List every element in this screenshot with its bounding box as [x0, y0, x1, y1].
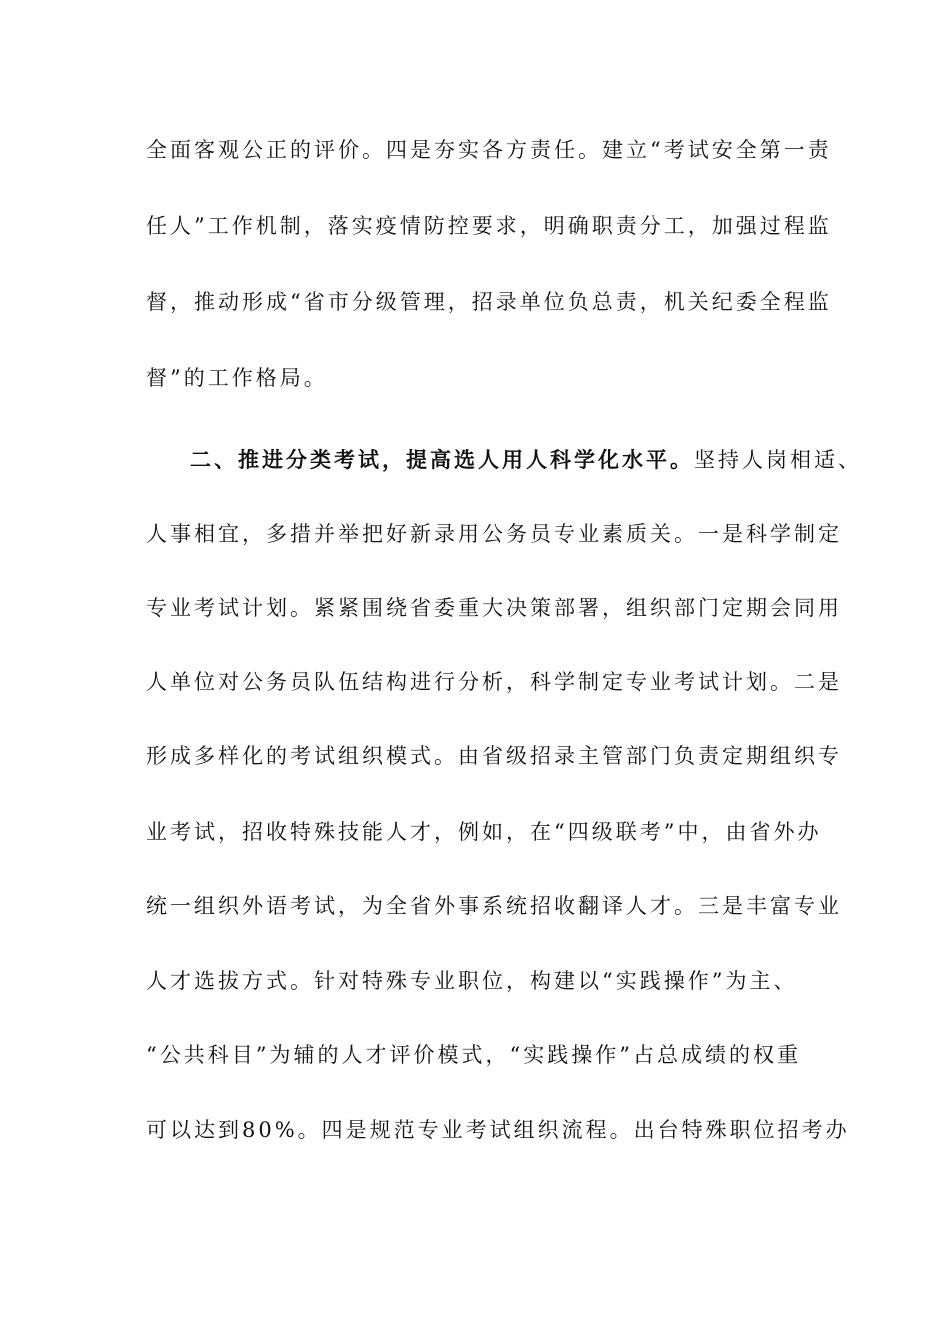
paragraph-2-line-3: 专业考试计划。紧紧围绕省委重大决策部署，组织部门定期会同用 — [146, 596, 842, 620]
paragraph-2-line-2: 人事相宜，多措并举把好新录用公务员专业素质关。一是科学制定 — [146, 522, 842, 546]
paragraph-2-first-line — [190, 440, 862, 480]
paragraph-1-line-4: 督”的工作格局。 — [146, 366, 328, 390]
paragraph-2-line-6: 业考试，招收特殊技能人才，例如，在“四级联考”中，由省外办 — [146, 820, 822, 844]
paragraph-2-line-4: 人单位对公务员队伍结构进行分析，科学制定专业考试计划。二是 — [146, 670, 842, 694]
section-heading: 二、推进分类考试，提高选人用人科学化水平。 — [190, 447, 694, 472]
paragraph-2-line-10: 可以达到80%。四是规范专业考试组织流程。出台特殊职位招考办 — [146, 1118, 850, 1142]
paragraph-2-line-7: 统一组织外语考试，为全省外事系统招收翻译人才。三是丰富专业 — [146, 894, 842, 918]
paragraph-1-line-1: 全面客观公正的评价。四是夯实各方责任。建立“考试安全第一责 — [146, 138, 832, 162]
paragraph-1-line-3: 督，推动形成“省市分级管理，招录单位负总责，机关纪委全程监 — [146, 290, 832, 314]
paragraph-1-line-2: 任人”工作机制，落实疫情防控要求，明确职责分工，加强过程监 — [146, 214, 832, 238]
paragraph-2-line-5: 形成多样化的考试组织模式。由省级招录主管部门负责定期组织专 — [146, 744, 842, 768]
paragraph-2-first-line-rest: 坚持人岗相适、 — [694, 448, 862, 472]
paragraph-2-line-9: “公共科目”为辅的人才评价模式，“实践操作”占总成绩的权重 — [146, 1043, 801, 1067]
paragraph-2-line-8: 人才选拔方式。针对特殊专业职位，构建以“实践操作”为主、 — [146, 969, 798, 993]
